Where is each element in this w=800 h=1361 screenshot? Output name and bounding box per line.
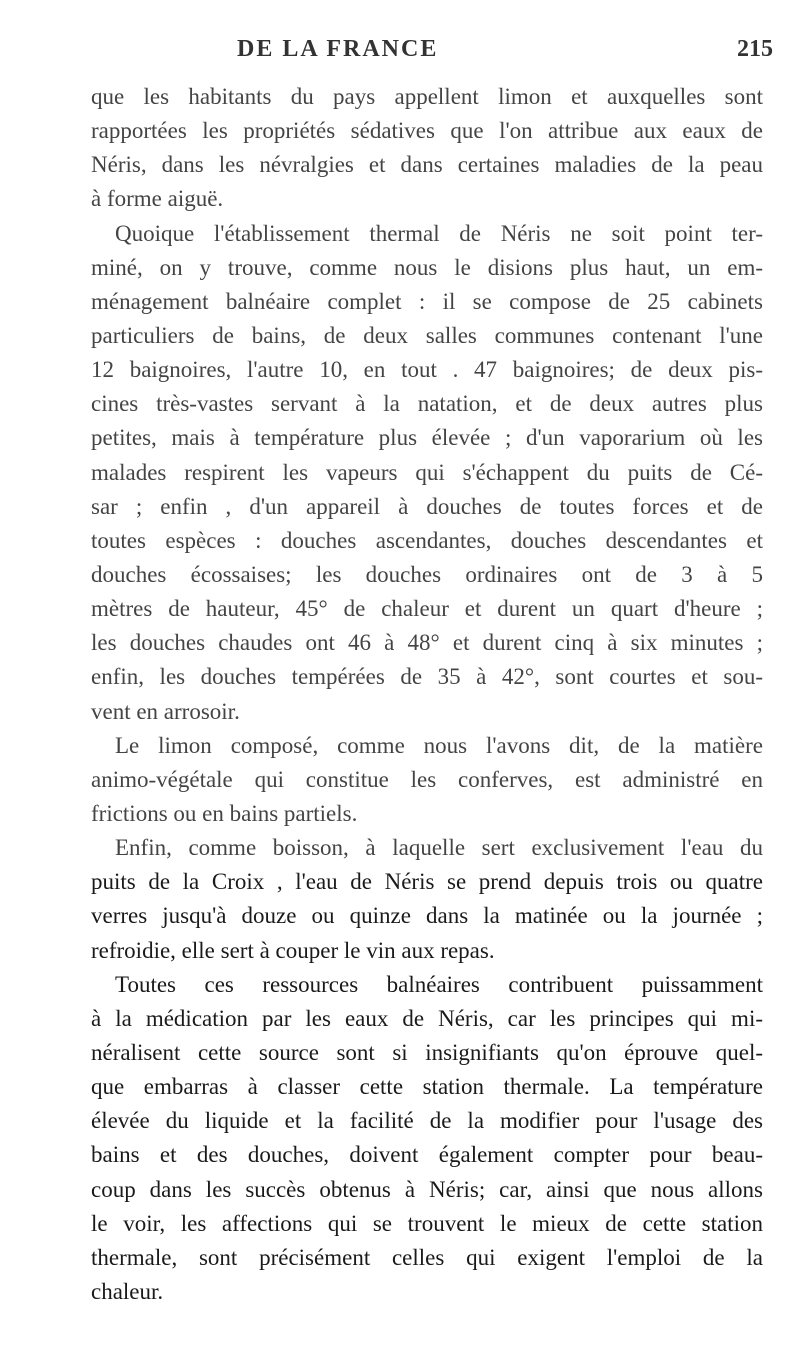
- text-line: frictions ou en bains partiels.: [91, 800, 358, 826]
- text-line: mètres de hauteur, 45° de chaleur et durent un quart d'heure ;: [91, 596, 763, 622]
- text-line: que embarras à classer cette station thermale. La température: [91, 1074, 763, 1100]
- paragraph-start-line: Enfin, comme boisson, à laquelle sert exclusivement l'eau du: [115, 835, 763, 861]
- text-line: puits de la Croix , l'eau de Néris se prend depuis trois ou quatre: [91, 869, 763, 895]
- text-line: à la médication par les eaux de Néris, car les principes qui mi-: [91, 1005, 763, 1031]
- text-line: Néris, dans les névralgies et dans certaines maladies de la peau: [91, 152, 763, 178]
- text-line: particuliers de bains, de deux salles communes contenant l'une: [91, 322, 763, 348]
- body-text: [91, 80, 763, 1309]
- text-line: malades respirent les vapeurs qui s'échappent du puits de Cé-: [91, 459, 763, 485]
- page-number: 215: [737, 36, 773, 62]
- text-line: refroidie, elle sert à couper le vin aux repas.: [91, 937, 495, 963]
- paragraph-start-line: Toutes ces ressources balnéaires contribuent puissamment: [115, 971, 763, 997]
- text-line: vent en arrosoir.: [91, 698, 240, 724]
- text-line: animo-végétale qui constitue les conferves, est administré en: [91, 766, 763, 792]
- text-line: que les habitants du pays appellent limon et auxquelles sont: [91, 84, 763, 109]
- running-title: DE LA FRANCE: [237, 36, 439, 62]
- text-line: toutes espèces : douches ascendantes, douches descendantes et: [91, 527, 763, 553]
- text-line: douches écossaises; les douches ordinaires ont de 3 à 5: [91, 561, 763, 587]
- text-line: rapportées les propriétés sédatives que l'on attribue aux eaux de: [91, 118, 763, 144]
- paragraph-start-line: Le limon composé, comme nous l'avons dit, de la matière: [115, 732, 763, 758]
- text-line: petites, mais à température plus élevée ; d'un vaporarium où les: [91, 425, 763, 451]
- text-line: le voir, les affections qui se trouvent le mieux de cette station: [91, 1210, 763, 1236]
- text-line: miné, on y trouve, comme nous le disions plus haut, un em-: [91, 254, 763, 280]
- text-line: enfin, les douches tempérées de 35 à 42°, sont courtes et sou-: [91, 664, 763, 690]
- running-head: [0, 36, 800, 72]
- text-line: les douches chaudes ont 46 à 48° et durent cinq à six minutes ;: [91, 630, 763, 656]
- text-line: verres jusqu'à douze ou quinze dans la matinée ou la journée ;: [91, 903, 763, 929]
- text-line: chaleur.: [91, 1278, 164, 1304]
- text-line: élevée du liquide et la facilité de la modifier pour l'usage des: [91, 1108, 763, 1134]
- text-line: néralisent cette source sont si insignifiants qu'on éprouve quel-: [91, 1039, 763, 1065]
- text-line: à forme aiguë.: [91, 186, 224, 212]
- text-line: ménagement balnéaire complet : il se compose de 25 cabinets: [91, 288, 763, 314]
- paragraph-start-line: Quoique l'établissement thermal de Néris ne soit point ter-: [115, 220, 763, 246]
- text-line: bains et des douches, doivent également compter pour beau-: [91, 1142, 763, 1168]
- text-line: cines très-vastes servant à la natation, et de deux autres plus: [91, 391, 763, 417]
- text-line: thermale, sont précisément celles qui exigent l'emploi de la: [91, 1244, 763, 1270]
- text-line: 12 baignoires, l'autre 10, en tout . 47 baignoires; de deux pis-: [91, 357, 763, 383]
- text-line: sar ; enfin , d'un appareil à douches de toutes forces et de: [91, 493, 763, 519]
- text-line: coup dans les succès obtenus à Néris; car, ainsi que nous allons: [91, 1176, 763, 1202]
